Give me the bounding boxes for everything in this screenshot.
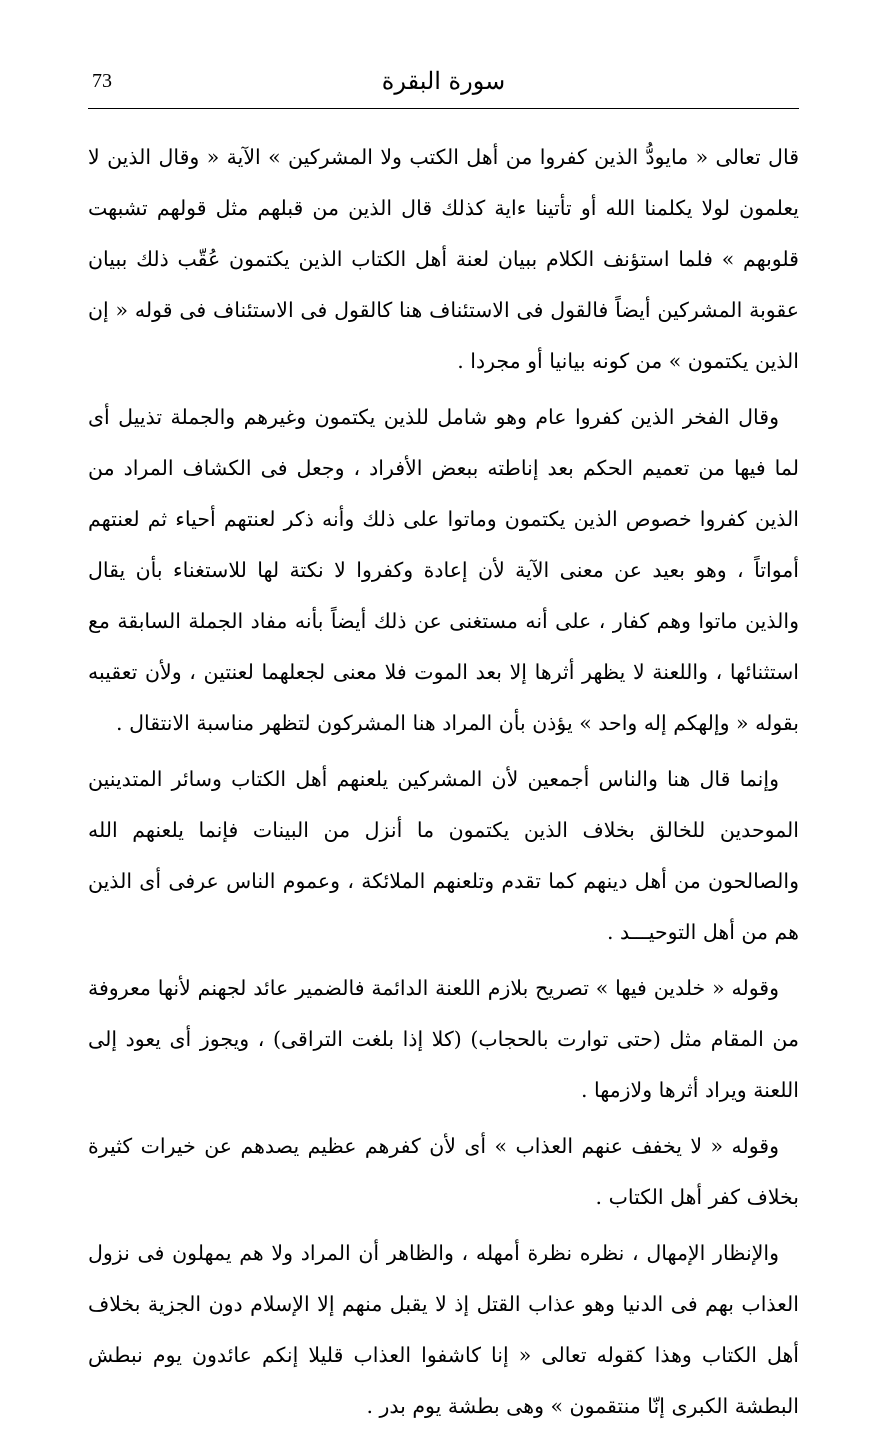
paragraph-3: وإنما قال هنا والناس أجمعين لأن المشركين يلعنهم أهل الكتاب وسائر المتدينين الموحدين للخالق بخلاف الذين يكتمون ما أنزل من البينات فإنما يلعنهم الله والصالحون من أهل دينهم كما تقدم وتلعنهم الملائكة ، وعموم الناس عرفى أى الذين هم من أهل التوحيـــد . — [88, 767, 799, 944]
surah-title: سورة البقرة — [381, 67, 506, 95]
page-number: 73 — [92, 70, 112, 92]
page-header — [88, 58, 799, 109]
page-body — [88, 132, 799, 1432]
paragraph-4: وقوله « خلدين فيها » تصريح بلازم اللعنة الدائمة فالضمير عائد لجهنم لأنها معروفة من المقام مثل (حتى توارت بالحجاب) (كلا إذا بلغت التراقى) ، ويجوز أى يعود إلى اللعنة ويراد أثرها ولازمها . — [88, 976, 799, 1102]
paragraph-5: وقوله « لا يخفف عنهم العذاب » أى لأن كفرهم عظيم يصدهم عن خيرات كثيرة بخلاف كفر أهل الكتاب . — [88, 1134, 799, 1209]
paragraph-2: وقال الفخر الذين كفروا عام وهو شامل للذين يكتمون وغيرهم والجملة تذييل أى لما فيها من تعميم الحكم بعد إناطته ببعض الأفراد ، وجعل فى الكشاف المراد من الذين كفروا خصوص الذين يكتمون وماتوا على ذلك وأنه ذكر لعنتهم أحياء ثم لعنتهم أمواتاً ، وهو بعيد عن معنى الآية لأن إعادة وكفروا لا نكتة لها للاستغناء بأن يقال والذين ماتوا وهم كفار ، على أنه مستغنى عن ذلك أيضاً بأنه مفاد الجملة السابقة مع استثنائها ، واللعنة لا يظهر أثرها إلا بعد الموت فلا معنى لجعلهما لعنتين ، ولأن تعقيبه بقوله « وإلهكم إله واحد » يؤذن بأن المراد هنا المشركون لتظهر مناسبة الانتقال . — [88, 405, 799, 735]
paragraph-1: قال تعالى « مايودُّ الذين كفروا من أهل الكتب ولا المشركين » الآية « وقال الذين لا يعلمون لولا يكلمنا الله أو تأتينا ءاية كذلك قال الذين من قبلهم مثل قولهم تشبهت قلوبهم » فلما استؤنف الكلام ببيان لعنة أهل الكتاب الذين يكتمون عُقّب ذلك ببيان عقوبة المشركين أيضاً فالقول فى الاستئناف هنا كالقول فى الاستئناف فى قوله « إن الذين يكتمون » من كونه بيانيا أو مجردا . — [88, 145, 799, 373]
paragraph-6: والإنظار الإمهال ، نظره نظرة أمهله ، والظاهر أن المراد ولا هم يمهلون فى نزول العذاب بهم فى الدنيا وهو عذاب القتل إذ لا يقبل منهم إلا الإسلام دون الجزية بخلاف أهل الكتاب وهذا كقوله تعالى « إنا كاشفوا العذاب قليلا إنكم عائدون يوم نبطش البطشة الكبرى إنّا منتقمون » وهى بطشة يوم بدر . — [88, 1241, 799, 1418]
